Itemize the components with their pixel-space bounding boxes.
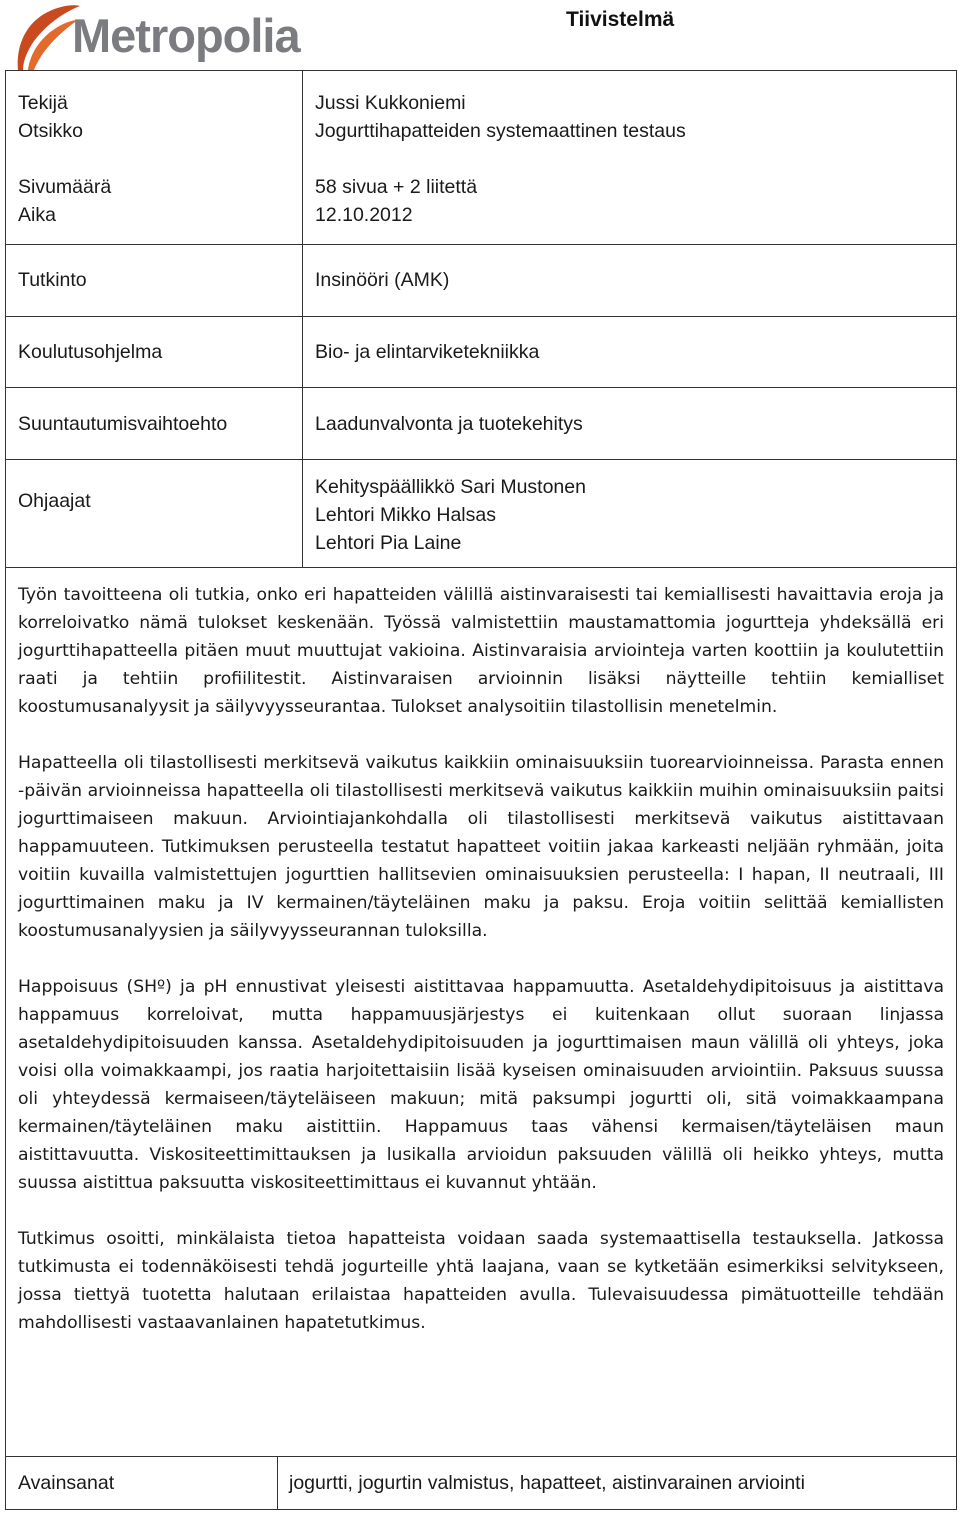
keywords-divider xyxy=(277,1456,278,1510)
specialisation-label: Suuntautumisvaihtoehto xyxy=(18,413,228,435)
document-type-title: Tiivistelmä xyxy=(566,8,675,31)
row-separator xyxy=(5,459,957,460)
title-label: Otsikko xyxy=(18,120,84,142)
author-value: Jussi Kukkoniemi xyxy=(315,92,466,114)
specialisation-value: Laadunvalvonta ja tuotekehitys xyxy=(315,413,583,435)
abstract-paragraph: Työn tavoitteena oli tutkia, onko eri hapatteiden välillä aistinvaraisesti tai kemiallisesti havaittavia eroja ja korreloivatko nämä tulokset keskenään. Työssä valmistettiin maustamattomia jogurtteja yhdeksällä eri jogurttihapatteella pitäen muut muuttujat vakioina. Aistinvaraisia arviointeja varten koottiin ja koulutettiin raati ja tehtiin profiilitestit. Aistinvaraisen arvioinnin lisäksi näytteille tehtiin kemialliset koostumusanalyysit ja säilyvyysseurantaa. Tulokset analysoitiin tilastollisin menetelmin. xyxy=(18,585,944,717)
supervisor-name: Lehtori Mikko Halsas xyxy=(315,504,496,526)
info-table-divider xyxy=(302,70,303,568)
keywords-label: Avainsanat xyxy=(18,1472,115,1494)
date-value: 12.10.2012 xyxy=(315,204,413,226)
row-separator xyxy=(5,387,957,388)
degree-label: Tutkinto xyxy=(18,269,87,291)
logo-wordmark: Metropolia xyxy=(72,9,300,62)
abstract-paragraph: Happoisuus (SHº) ja pH ennustivat yleisesti aistittavaa happamuutta. Asetaldehydipitoisuus ja aistittava happamuus korreloivat, mutta happamuusjärjestys ei kuitenkaan ollut suoraan linjassa asetaldehydipitoisuuden kanssa. Asetaldehydipitoisuuden ja jogurttimaisen maun välillä oli yhteys, joka voisi olla voimakkaampi, jos raatia harjoitettaisiin lisää kyseisen ominaisuuden arviointiin. Paksuus suussa oli yhteydessä kermaiseen/täyteläiseen makuun; mitä paksumpi jogurtti oli, sitä voimakkaampana kermainen/täyteläinen maku aistittiin. Happamuus taas vähensi kermaisen/täyteläisen maun aistittavuutta. Viskositeettimittauksen ja lusikalla arvioidun paksuuden välillä oli heikko yhteys, mutta suussa aistittua paksuutta viskositeettimittaus ei kuvannut yhtään. xyxy=(18,977,944,1193)
abstract-paragraph: Hapatteella oli tilastollisesti merkitsevä vaikutus kaikkiin ominaisuuksiin tuorearvioinneissa. Parasta ennen -päivän arvioinneissa hapatteella oli tilastollisesti merkitsevä vaikutus kaikkiin muihin ominaisuuksiin paitsi jogurttimaiseen makuun. Arviointiajankohdalla oli tilastollisesti merkitsevä vaikutus aistittavaan happamuuteen. Tutkimuksen perusteella testatut hapatteet voitiin jakaa karkeasti neljään ryhmään, joita voitiin kuvailla valmistettujen jogurttien hallitsevien ominaisuuksien perusteella: I hapan, II neutraali, III jogurttimainen maku ja IV kermainen/täyteläinen maku ja paksu. Eroja voitiin selittää kemiallisten koostumusanalyysien ja säilyvyysseurannan tuloksilla. xyxy=(18,753,944,941)
degree-value: Insinööri (AMK) xyxy=(315,269,450,291)
date-label: Aika xyxy=(18,204,56,226)
title-value: Jogurttihapatteiden systemaattinen testaus xyxy=(315,120,686,142)
abstract-paragraph: Tutkimus osoitti, minkälaista tietoa hapatteista voidaan saada systemaattisella testauksella. Jatkossa tutkimusta ei todennäköisesti tehdä jogurteille yhtä laajana, vaan se kytketään esimerkiksi selvitykseen, jossa tiettyä tuotetta halutaan erilaistaa hapatteiden avulla. Tulevaisuudessa pimätuotteille tehdään mahdollisesti vastaavanlainen hapatetutkimus. xyxy=(18,1229,944,1333)
row-separator xyxy=(5,244,957,245)
pages-label: Sivumäärä xyxy=(18,176,112,198)
supervisors-label: Ohjaajat xyxy=(18,490,91,512)
programme-value: Bio- ja elintarviketekniikka xyxy=(315,341,540,363)
keywords-value: jogurtti, jogurtin valmistus, hapatteet, aistinvarainen arviointi xyxy=(289,1472,805,1494)
row-separator xyxy=(5,316,957,317)
programme-label: Koulutusohjelma xyxy=(18,341,163,363)
pages-value: 58 sivua + 2 liitettä xyxy=(315,176,478,198)
supervisor-name: Kehityspäällikkö Sari Mustonen xyxy=(315,476,586,498)
abstract-text xyxy=(18,581,944,1365)
author-label: Tekijä xyxy=(18,92,68,114)
supervisor-name: Lehtori Pia Laine xyxy=(315,532,462,554)
metropolia-logo xyxy=(14,4,324,72)
